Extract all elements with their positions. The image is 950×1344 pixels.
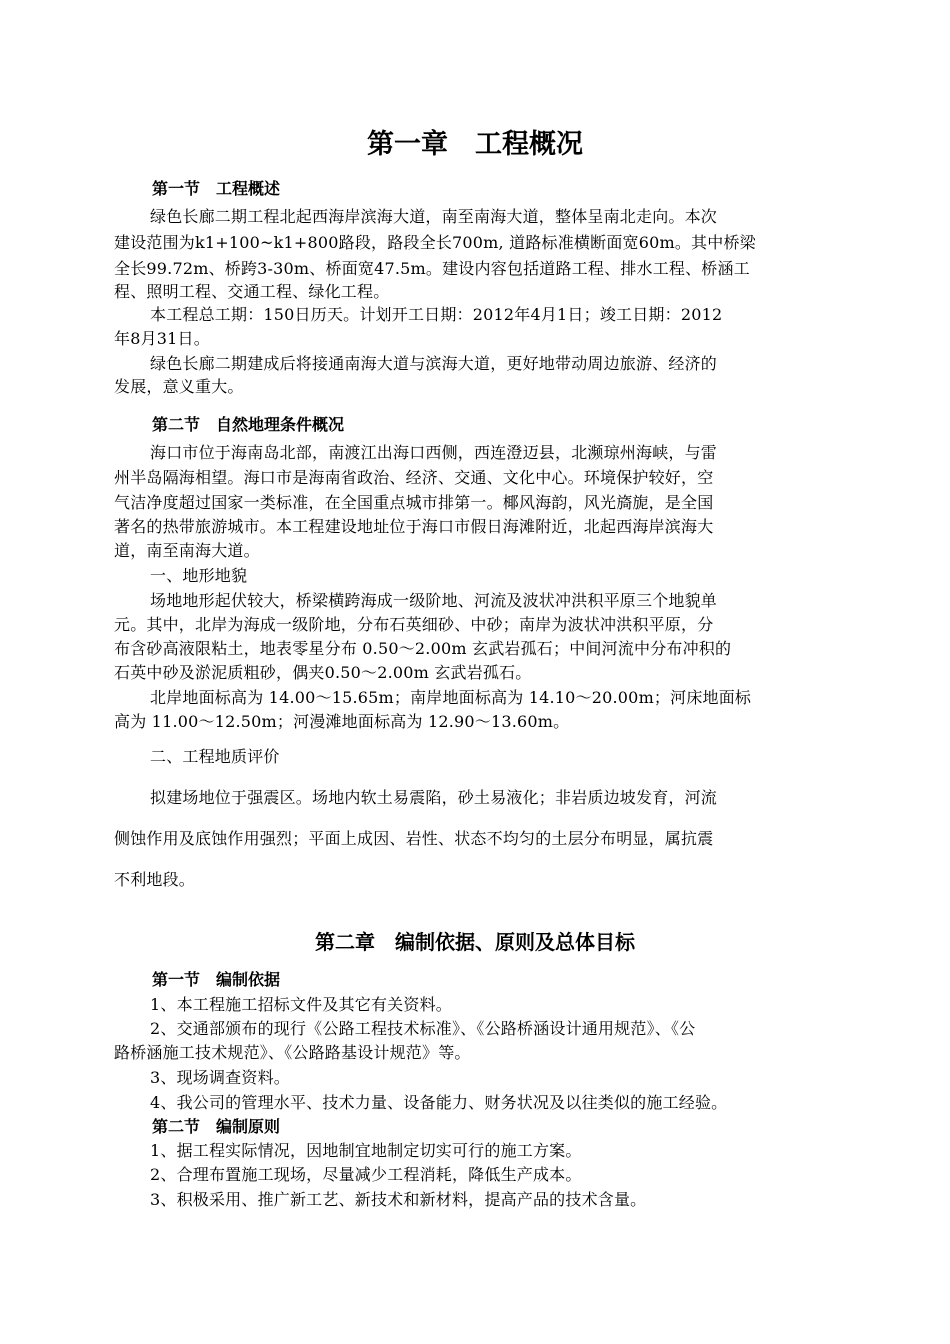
list-item: 1、本工程施工招标文件及其它有关资料。	[150, 995, 452, 1014]
paragraph-line: 拟建场地位于强震区。场地内软土易震陷，砂土易液化；非岩质边坡发育，河流	[150, 788, 718, 807]
paragraph-line: 建设范围为k1+100~k1+800路段，路段全长700m, 道路标准横断面宽60m。其中桥梁	[114, 233, 756, 252]
section-1-1-title: 第一节 工程概述	[152, 179, 281, 198]
list-item: 2、交通部颁布的现行《公路工程技术标准》、《公路桥涵设计通用规范》、《公	[150, 1019, 696, 1038]
paragraph-line: 年8月31日。	[114, 329, 210, 348]
subheading: 一、地形地貌	[150, 566, 248, 585]
section-2-2-title: 第二节 编制原则	[152, 1117, 281, 1136]
paragraph-line: 程、照明工程、交通工程、绿化工程。	[114, 282, 390, 301]
section-1-2-title: 第二节 自然地理条件概况	[152, 415, 345, 434]
subheading: 二、工程地质评价	[150, 747, 280, 766]
paragraph-line: 全长99.72m、桥跨3-30m、桥面宽47.5m。建设内容包括道路工程、排水工程、桥涵工	[114, 259, 750, 278]
paragraph-line: 石英中砂及淤泥质粗砂，偶夹0.50～2.00m 玄武岩孤石。	[114, 663, 532, 682]
paragraph-line: 绿色长廊二期工程北起西海岸滨海大道，南至南海大道，整体呈南北走向。本次	[150, 207, 718, 226]
paragraph-line: 著名的热带旅游城市。本工程建设地址位于海口市假日海滩附近，北起西海岸滨海大	[114, 517, 714, 536]
chapter-2-title: 第二章 编制依据、原则及总体目标	[315, 930, 635, 954]
paragraph-line: 海口市位于海南岛北部，南渡江出海口西侧，西连澄迈县，北濒琼州海峡，与雷	[150, 443, 718, 462]
paragraph-line: 布含砂高液限粘土，地表零星分布 0.50～2.00m 玄武岩孤石；中间河流中分布冲积的	[114, 639, 732, 658]
list-item: 1、据工程实际情况，因地制宜地制定切实可行的施工方案。	[150, 1141, 582, 1160]
paragraph-line: 侧蚀作用及底蚀作用强烈；平面上成因、岩性、状态不均匀的土层分布明显，属抗震	[114, 829, 714, 848]
paragraph-line: 州半岛隔海相望。海口市是海南省政治、经济、交通、文化中心。环境保护较好，空	[114, 468, 714, 487]
paragraph-line: 本工程总工期：150日历天。计划开工日期：2012年4月1日；竣工日期：2012	[150, 305, 723, 324]
paragraph-line: 不利地段。	[114, 870, 196, 889]
list-item: 3、积极采用、推广新工艺、新技术和新材料，提高产品的技术含量。	[150, 1190, 647, 1209]
paragraph-line: 元。其中，北岸为海成一级阶地，分布石英细砂、中砂；南岸为波状冲洪积平原，分	[114, 615, 714, 634]
chapter-1-title: 第一章 工程概况	[367, 129, 583, 160]
paragraph-line: 绿色长廊二期建成后将接通南海大道与滨海大道，更好地带动周边旅游、经济的	[150, 354, 718, 373]
paragraph-line: 场地地形起伏较大，桥梁横跨海成一级阶地、河流及波状冲洪积平原三个地貌单	[150, 591, 718, 610]
list-item: 路桥涵施工技术规范》、《公路路基设计规范》等。	[114, 1043, 471, 1062]
list-item: 2、合理布置施工现场，尽量减少工程消耗，降低生产成本。	[150, 1165, 582, 1184]
paragraph-line: 道，南至南海大道。	[114, 541, 260, 560]
list-item: 3、现场调查资料。	[150, 1068, 290, 1087]
paragraph-line: 北岸地面标高为 14.00～15.65m；南岸地面标高为 14.10～20.00m；河床地面标	[150, 688, 752, 707]
paragraph-line: 气洁净度超过国家一类标准，在全国重点城市排第一。椰风海韵，风光旖旎，是全国	[114, 493, 714, 512]
paragraph-line: 发展，意义重大。	[114, 377, 244, 396]
section-2-1-title: 第一节 编制依据	[152, 970, 281, 989]
paragraph-line: 高为 11.00～12.50m；河漫滩地面标高为 12.90～13.60m。	[114, 712, 570, 731]
list-item: 4、我公司的管理水平、技术力量、设备能力、财务状况及以往类似的施工经验。	[150, 1093, 728, 1112]
